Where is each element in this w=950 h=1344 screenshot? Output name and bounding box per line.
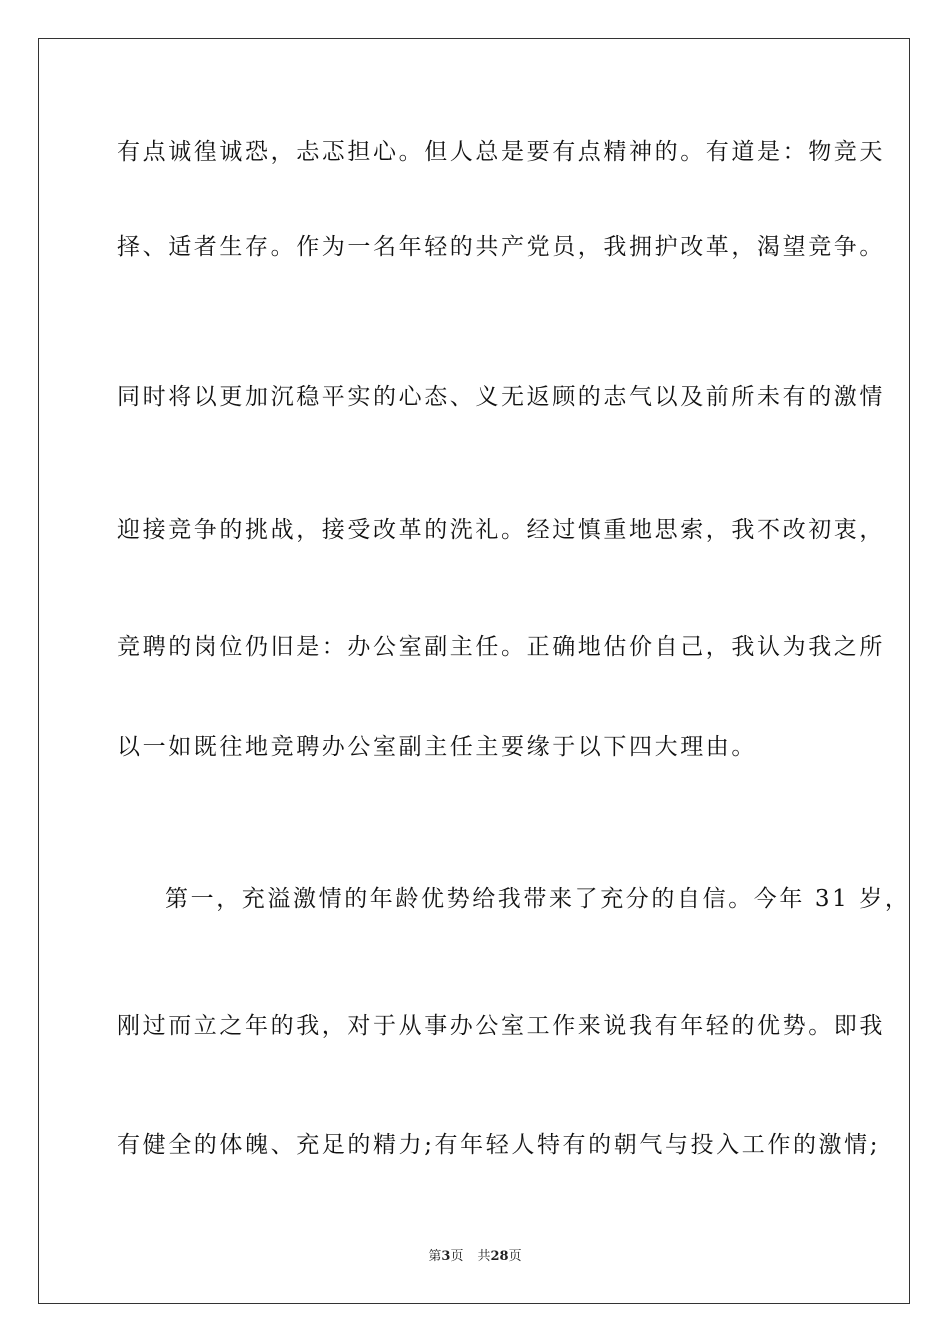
text-line-5: 竞聘的岗位仍旧是：办公室副主任。正确地估价自己，我认为我之所 <box>117 634 885 660</box>
footer-total-suffix: 页 <box>508 1249 522 1264</box>
text-line-4: 迎接竞争的挑战，接受改革的洗礼。经过慎重地思索，我不改初衷， <box>117 517 885 543</box>
page-border <box>38 38 910 1304</box>
footer-total-pages: 28 <box>490 1249 509 1264</box>
footer-page-number: 3 <box>441 1249 451 1264</box>
footer-page-prefix: 第 <box>428 1249 442 1264</box>
text-line-6: 以一如既往地竞聘办公室副主任主要缘于以下四大理由。 <box>117 734 757 760</box>
text-line-2: 择、适者生存。作为一名年轻的共产党员，我拥护改革，渴望竞争。 <box>117 234 885 260</box>
text-line-3: 同时将以更加沉稳平实的心态、义无返顾的志气以及前所未有的激情 <box>117 384 885 410</box>
text-line-7: 第一，充溢激情的年龄优势给我带来了充分的自信。今年 31 岁， <box>165 886 911 912</box>
text-line-1: 有点诚徨诚恐，忐忑担心。但人总是要有点精神的。有道是：物竞天 <box>117 139 885 165</box>
footer-total-prefix: 共 <box>477 1249 491 1264</box>
page-footer <box>0 1248 950 1266</box>
footer-page-suffix: 页 <box>450 1249 464 1264</box>
text-line-9: 有健全的体魄、充足的精力;有年轻人特有的朝气与投入工作的激情; <box>117 1132 881 1158</box>
text-line-8: 刚过而立之年的我，对于从事办公室工作来说我有年轻的优势。即我 <box>117 1013 885 1039</box>
